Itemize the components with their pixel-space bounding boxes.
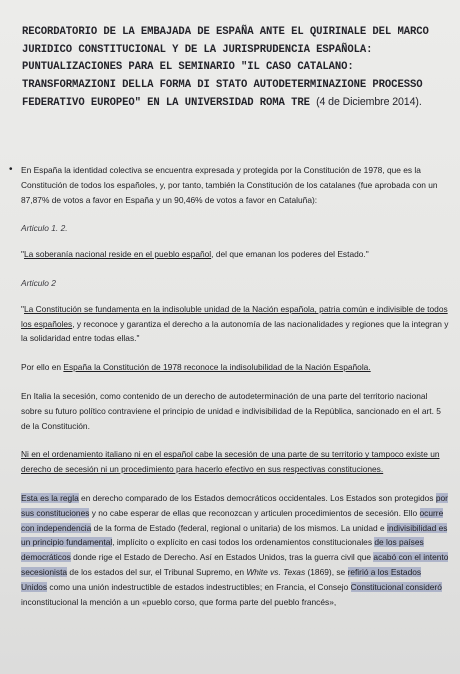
quote-rest: , y reconoce y garantiza el derecho a la autonomía de las nacionalidades y regiones que la integran y la solidaridad entre todas ellas."	[21, 318, 449, 344]
text: donde rige el Estado de Derecho. Así en Estados Unidos, tras la guerra civil que	[70, 552, 374, 563]
case-name: White vs. Texas	[246, 566, 306, 577]
highlight: refirió a los Estados Unidos	[21, 566, 422, 592]
paragraph-identidad	[9, 163, 449, 207]
title-main: RECORDATORIO DE LA EMBAJADA DE ESPAÑA ANTE EL QUIRINALE DEL MARCO JURIDICO CONSTITUCIONAL Y DE LA JURISPRUDENCIA ESPAÑOLA: PUNTUALIZACIONES PARA EL SEMINARIO "IL CASO CATALANO: TRANSFORMAZIONI DELLA FORMA DI STATO AUTODETERMINAZIONE PROCESSO FEDERATIVO EUROPEO" EN LA UNIVERSIDAD ROMA TRE	[22, 26, 429, 110]
paragraph-underlined: España la Constitución de 1978 reconoce la indisolubilidad de la Nación Española.	[63, 362, 371, 373]
text: (1869), se	[305, 566, 348, 577]
paragraph-indisolubilidad	[21, 360, 449, 375]
highlight: Constitucional consideró	[350, 581, 442, 592]
document-title	[22, 24, 448, 113]
paragraph-derecho-comparado	[21, 491, 449, 609]
highlight: Esta es la regla	[21, 492, 79, 503]
highlight: de los países democráticos	[21, 537, 424, 563]
text: , implícito o explícito en casi todos los ordenamientos constitucionales	[112, 537, 375, 548]
document-body	[9, 163, 449, 619]
paragraph-lead: Por ello en	[21, 362, 64, 373]
quote-open: "	[21, 249, 24, 260]
paragraph-underlined: Ni en el ordenamiento italiano ni en el español cabe la secesión de una parte de su territorio y tampoco existe un derecho de secesión ni un procedimiento para hacerlo efectivo en sus respectivas constituciones.	[21, 449, 440, 475]
article-1-heading: Articulo 1. 2.	[21, 223, 68, 234]
paragraph-italia	[21, 389, 449, 433]
bullet-point: •	[9, 164, 13, 175]
highlight: por sus constituciones	[21, 492, 448, 518]
quote-underlined: La soberanía nacional reside en el pueblo español	[23, 249, 212, 260]
title-date: (4 de Diciembre 2014).	[316, 96, 422, 109]
text: en derecho comparado de los Estados democráticos occidentales. Los Estados son protegidos	[78, 492, 436, 503]
article-2-quote	[21, 302, 449, 346]
paragraph-text: En España la identidad colectiva se encuentra expresada y protegida por la Constitución de 1978, que es la Constitución de todos los españoles, y, por tanto, también la Constitución de los catalanes (fue aprobada con un 87,87% de votos a favor en España y un 90,46% de votos a favor en Cataluña):	[21, 165, 438, 205]
quote-underlined: La Constitución se fundamenta en la indisoluble unidad de la Nación española, patria común e indivisible de todos los españoles	[21, 303, 448, 329]
text: inconstitucional la mención a un «pueblo corso, que forma parte del pueblo francés»,	[21, 596, 337, 607]
article-2-heading: Articulo 2	[21, 277, 56, 288]
quote-rest: , del que emanan los poderes del Estado."	[211, 249, 369, 260]
highlight: acabó con el intento secesionista	[21, 552, 449, 577]
text: de los estados del sur, el Tribunal Supremo, en	[67, 566, 247, 577]
highlight: ocurre con independencia	[21, 507, 444, 533]
text: y no cabe esperar de ellas que reconozcan y articulen procedimientos de secesión. Ello	[89, 507, 420, 518]
paragraph-ordenamiento	[21, 447, 449, 477]
paragraph-text: En Italia la secesión, como contenido de un derecho de autodeterminación de una parte del territorio nacional sobre su futuro político contraviene el principio de unidad e indivisibilidad de la República, sancionado en el art. 5 de la Constitución.	[21, 390, 441, 431]
quote-open: "	[21, 303, 24, 314]
text: como una unión indestructible de estados indestructibles; en Francia, el Consejo	[47, 581, 351, 592]
article-1-quote	[21, 247, 449, 262]
highlight: indivisibilidad es un principio fundamental	[21, 522, 448, 548]
text: de la forma de Estado (federal, regional o unitaria) de los mismos. La unidad e	[91, 522, 387, 533]
